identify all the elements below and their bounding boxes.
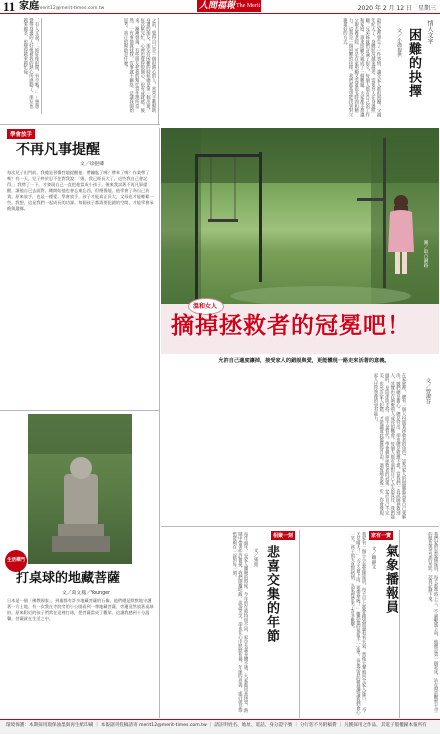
far-right-column-text: 我們家的氣象播報員，每天都準時上工，不論颳風下雨，他總是第一個起床，站在窗前觀察天空的顏色與雲朵的形狀，認真記錄下來。 <box>427 532 438 713</box>
footer-note: 環境保護：本期採用環保油墨與再生紙印刷 ｜ 本報副刊投稿請寄 merit12@merit-times.com.tw ｜ 請註明姓名、地址、電話、身分證字號 ｜ 分行恕不另附稿費 ｜ 凡獲採用之作品，其電子版權歸本報所有 <box>6 723 427 728</box>
column-kunnan-kicker: 情人文字 <box>426 20 433 44</box>
divider <box>161 526 439 527</box>
dizang-text: 日本是一個「佛教國家」，到處都有許多地藏菩薩的石像，他們總是默默地守護著一方土地。有一次我在寺院旁的小公園看到一尊地藏菩薩，旁邊竟然放著桌球拍，原來附近的孩子們常在這裡打球，把菩薩當成了觀眾。這讓我感到十分溫馨，菩薩就在生活之中。 <box>7 598 154 621</box>
logo-chinese: 人間福報 <box>199 1 236 11</box>
divider <box>158 18 159 124</box>
top-story-text: 之前，覺得自己是一個很熱心的人，常常主動幫助身邊的朋友。朋友有困難的時候總是第一個出現，每次幫完忙，心裡也覺得很開心，很有成就感。後來，漸漸發現，有些朋友把我的幫忙當作理所當然，一有事情就找我，沒事就不聯絡。這讓我開始思考，真正的幫助是什麼？ <box>123 18 156 113</box>
qixiang-byline: 文／賴靜文 <box>371 546 376 569</box>
contact-email[interactable]: merit12@merit-times.com.tw <box>38 6 105 11</box>
left-column-text: ，有人又說？「妳好像很閒，有空嗎？」…想想覺得身邊的人好像被我的熱心所感動了，朋友也越來越多，也變得越來越忙碌。 <box>22 18 39 109</box>
column-xuexi-tag: 學會放手 <box>7 129 35 139</box>
page-number: 11 <box>3 0 16 14</box>
column-xuexi-text: 每次兒子出門前，我總是習慣性地提醒他：帶鑰匙了嗎？帶傘了嗎？作業帶了嗎？有一天，兒子終於忍不住對我說：「媽，我已經長大了，這些我自己會記得。」我愣了一下，才發現自己一直把他當成小孩子。後來我試著不再凡事提醒，讓他自己去面對。剛開始他也會忘東忘西，但慢慢地，他學會了為自己負責。原來放手，也是一種愛。學會放手，孩子才能真正長大，父母也才能輕鬆一些。我想，這是我們一起成長的功課。每個孩子都需要犯錯的空間，才能學會承擔與選擇。 <box>7 170 154 211</box>
column-kunnan-title: 困難的抉擇 <box>406 28 421 98</box>
dizang-photo <box>28 414 132 564</box>
divider <box>299 530 300 718</box>
column-kunnan-byline: 文／小漁提供 <box>396 28 401 57</box>
logo-english: The Merit Times <box>236 3 277 9</box>
qixiang-tag: 家有一寶 <box>371 533 392 539</box>
girl-figure <box>386 190 416 280</box>
feature-headline: 摘掉拯救者的冠冕吧！ <box>171 312 411 339</box>
stone-statue <box>28 414 132 564</box>
beixi-title: 悲喜交集的年節 <box>264 545 279 643</box>
qixiang-title: 氣象播報員 <box>383 544 398 614</box>
feature-byline: 文／曾淑芬 <box>425 378 431 404</box>
column-kunnan-text: 最近家裡發生了一件事情，讓全家人都很困擾。父親年紀大了，身體狀況越來越差，需要有人在身邊照顧。兄弟姊妹們討論了很久，每個人都有自己的工作和家庭，誰來照顧父親成了一個難題。大家都不想讓父親去養老院，可是在家照顧又需要很多時間和精力。這真是一個困難的抉擇，我們都希望能找到對父親最好的方式。 <box>342 18 381 117</box>
dizang-byline: 文／葛文鳳／Younger <box>62 591 111 596</box>
feature-photo <box>161 128 439 304</box>
beixi-text: 每年過年，是家人團聚的時候。今年的年節特別不同，家中長輩身體不適，大家都回來探望，熱鬧中帶著些許擔憂。我們圍爐吃飯，說說笑笑，卻也在心中默默祈禱。年節的意義，或許就是珍惜能夠在一起的每一刻。 <box>231 532 248 713</box>
divider <box>0 410 160 411</box>
divider <box>0 124 160 125</box>
feature-subhead: 允許自己適度讓掉，接受家人的錯誤與愛，更能體現一路走來活著的意義。 <box>218 358 390 364</box>
column-xuexi-title: 不再凡事提醒 <box>16 142 100 158</box>
qixiang-text: 我家有一個小小氣象播報員，每天早上都會跑到窗邊看看天氣，然後大聲地向全家人報告：「今天是晴天！」「今天會下雨，要帶傘喔！」雖然他的預報不一定準，但他認真的模樣總讓我們會心一笑。孩子的天真與熱情，為家裡帶來了許多歡樂。 <box>349 532 366 715</box>
issue-date: 2020 年 2 月 12 日 星期三 <box>357 5 436 12</box>
beixi-tag: 相聚一刻 <box>273 533 294 539</box>
beixi-byline: 文／張寬 <box>253 548 258 567</box>
divider <box>41 18 42 114</box>
column-xuexi-byline: 文／徐挹卿 <box>80 162 104 167</box>
divider <box>159 128 160 718</box>
feature-body-text: 在家庭裡，總有一個人扮演著拯救者的角色，認為家人的問題都需要自己來解決。她們總是擔心，總是付出，卻也總是疲憊不堪。當我們一直試圖拯救別人，其實也在剝奪別人成長的機會。每個人都有面對自己人生的責任，我們能做的，是陪伴與支持，而不是替代。學會摘掉拯救者的冠冕，允許自己不完美，也允許家人犯錯，才能讓彼此都獲得自由。適度地退後一步，你會發現，家人比你想像的更有能力。 <box>373 373 406 520</box>
section-name: 家庭 <box>19 1 39 12</box>
feature-tag-label: 溫和女人 <box>193 303 218 310</box>
dizang-tag: 生活禪門 <box>7 558 25 563</box>
photo-credit: 圖／取自網路 <box>423 240 428 268</box>
dizang-title: 打桌球的地藏菩薩 <box>16 571 121 586</box>
